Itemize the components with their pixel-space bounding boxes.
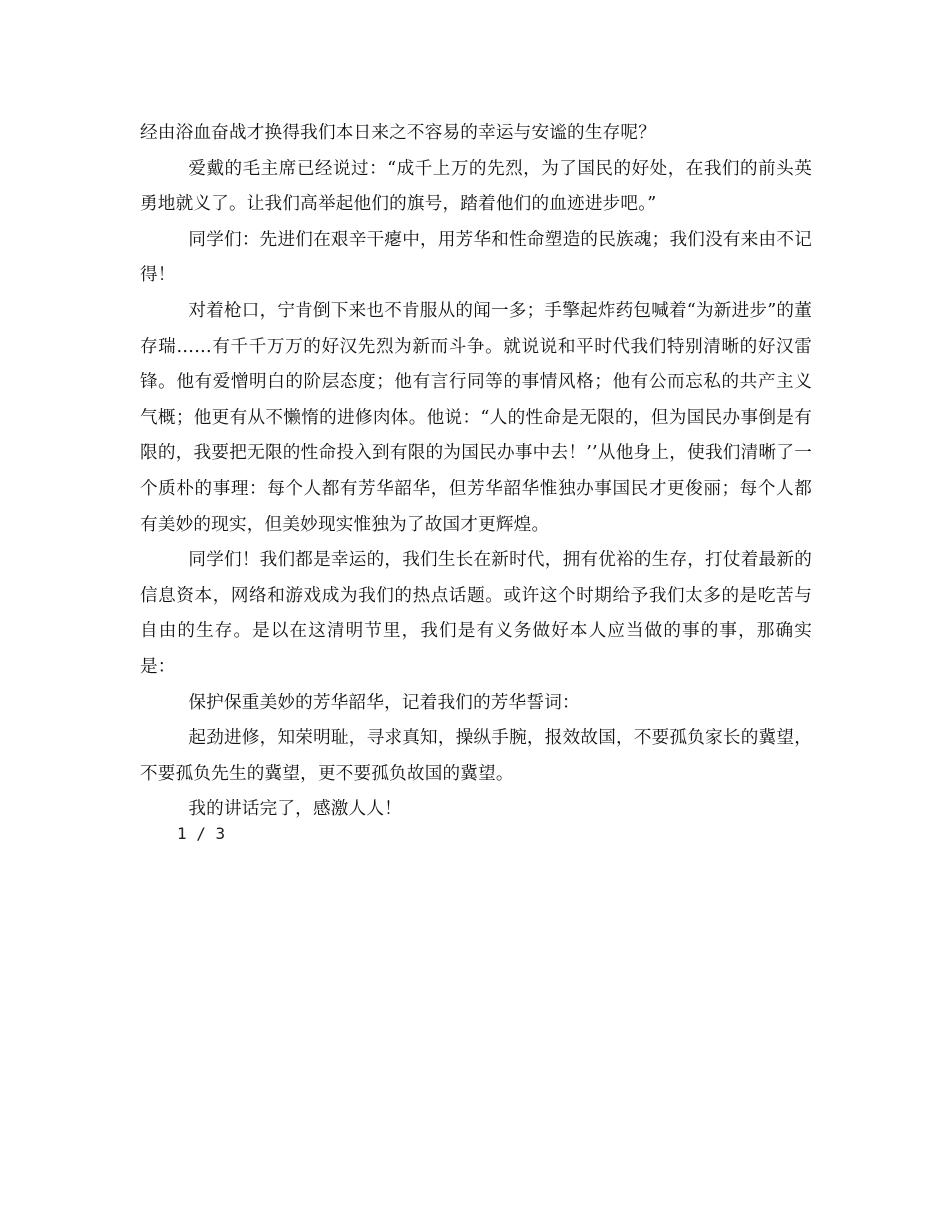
- page-number: 1 / 3: [177, 824, 226, 843]
- document-body: [140, 116, 812, 828]
- paragraph-2: 爱戴的毛主席已经说过：“成千上万的先烈，为了国民的好处，在我们的前头英勇地就义了。让我们高举起他们的旗号，踏着他们的血迹进步吧。”: [140, 158, 812, 215]
- paragraph-5: 同学们！我们都是幸运的，我们生长在新时代，拥有优裕的生存，打仗着最新的信息资本，网络和游戏成为我们的热点话题。或许这个时期给予我们太多的是吃苦与自由的生存。是以在这清明节里，我们是有义务做好本人应当做的事的事，那确实是：: [140, 550, 812, 677]
- paragraph-7: 起劲进修，知荣明耻，寻求真知，操纵手腕，报效故国，不要孤负家长的冀望，不要孤负先生的冀望，更不要孤负故国的冀望。: [140, 728, 812, 784]
- paragraph-3: 同学们：先进们在艰辛干瘪中，用芳华和性命塑造的民族魂；我们没有来由不记得！: [140, 229, 812, 286]
- paragraph-1: 经由浴血奋战才换得我们本日来之不容易的幸运与安谧的生存呢？: [140, 123, 657, 143]
- paragraph-4: 对着枪口，宁肯倒下来也不肯服从的闻一多；手擎起炸药包喊着“为新进步”的董存瑞……有千千万万的好汉先烈为新而斗争。就说说和平时代我们特别清晰的好汉雷锋。他有爱憎明白的阶层态度；他有言行同等的事情风格；他有公而忘私的共产主义气概；他更有从不懒惰的进修肉体。他说：“人的性命是无限的，但为国民办事倒是有限的，我要把无限的性命投入到有限的为国民办事中去！’’从他身上，使我们清晰了一个质朴的事理：每个人都有芳华韶华，但芳华韶华惟独办事国民才更俊丽；每个人都有美妙的现实，但美妙现实惟独为了故国才更辉煌。: [140, 300, 812, 535]
- paragraph-8: 我的讲话完了，感激人人！: [188, 799, 402, 820]
- paragraph-6: 保护保重美妙的芳华韶华，记着我们的芳华誓词：: [188, 692, 580, 713]
